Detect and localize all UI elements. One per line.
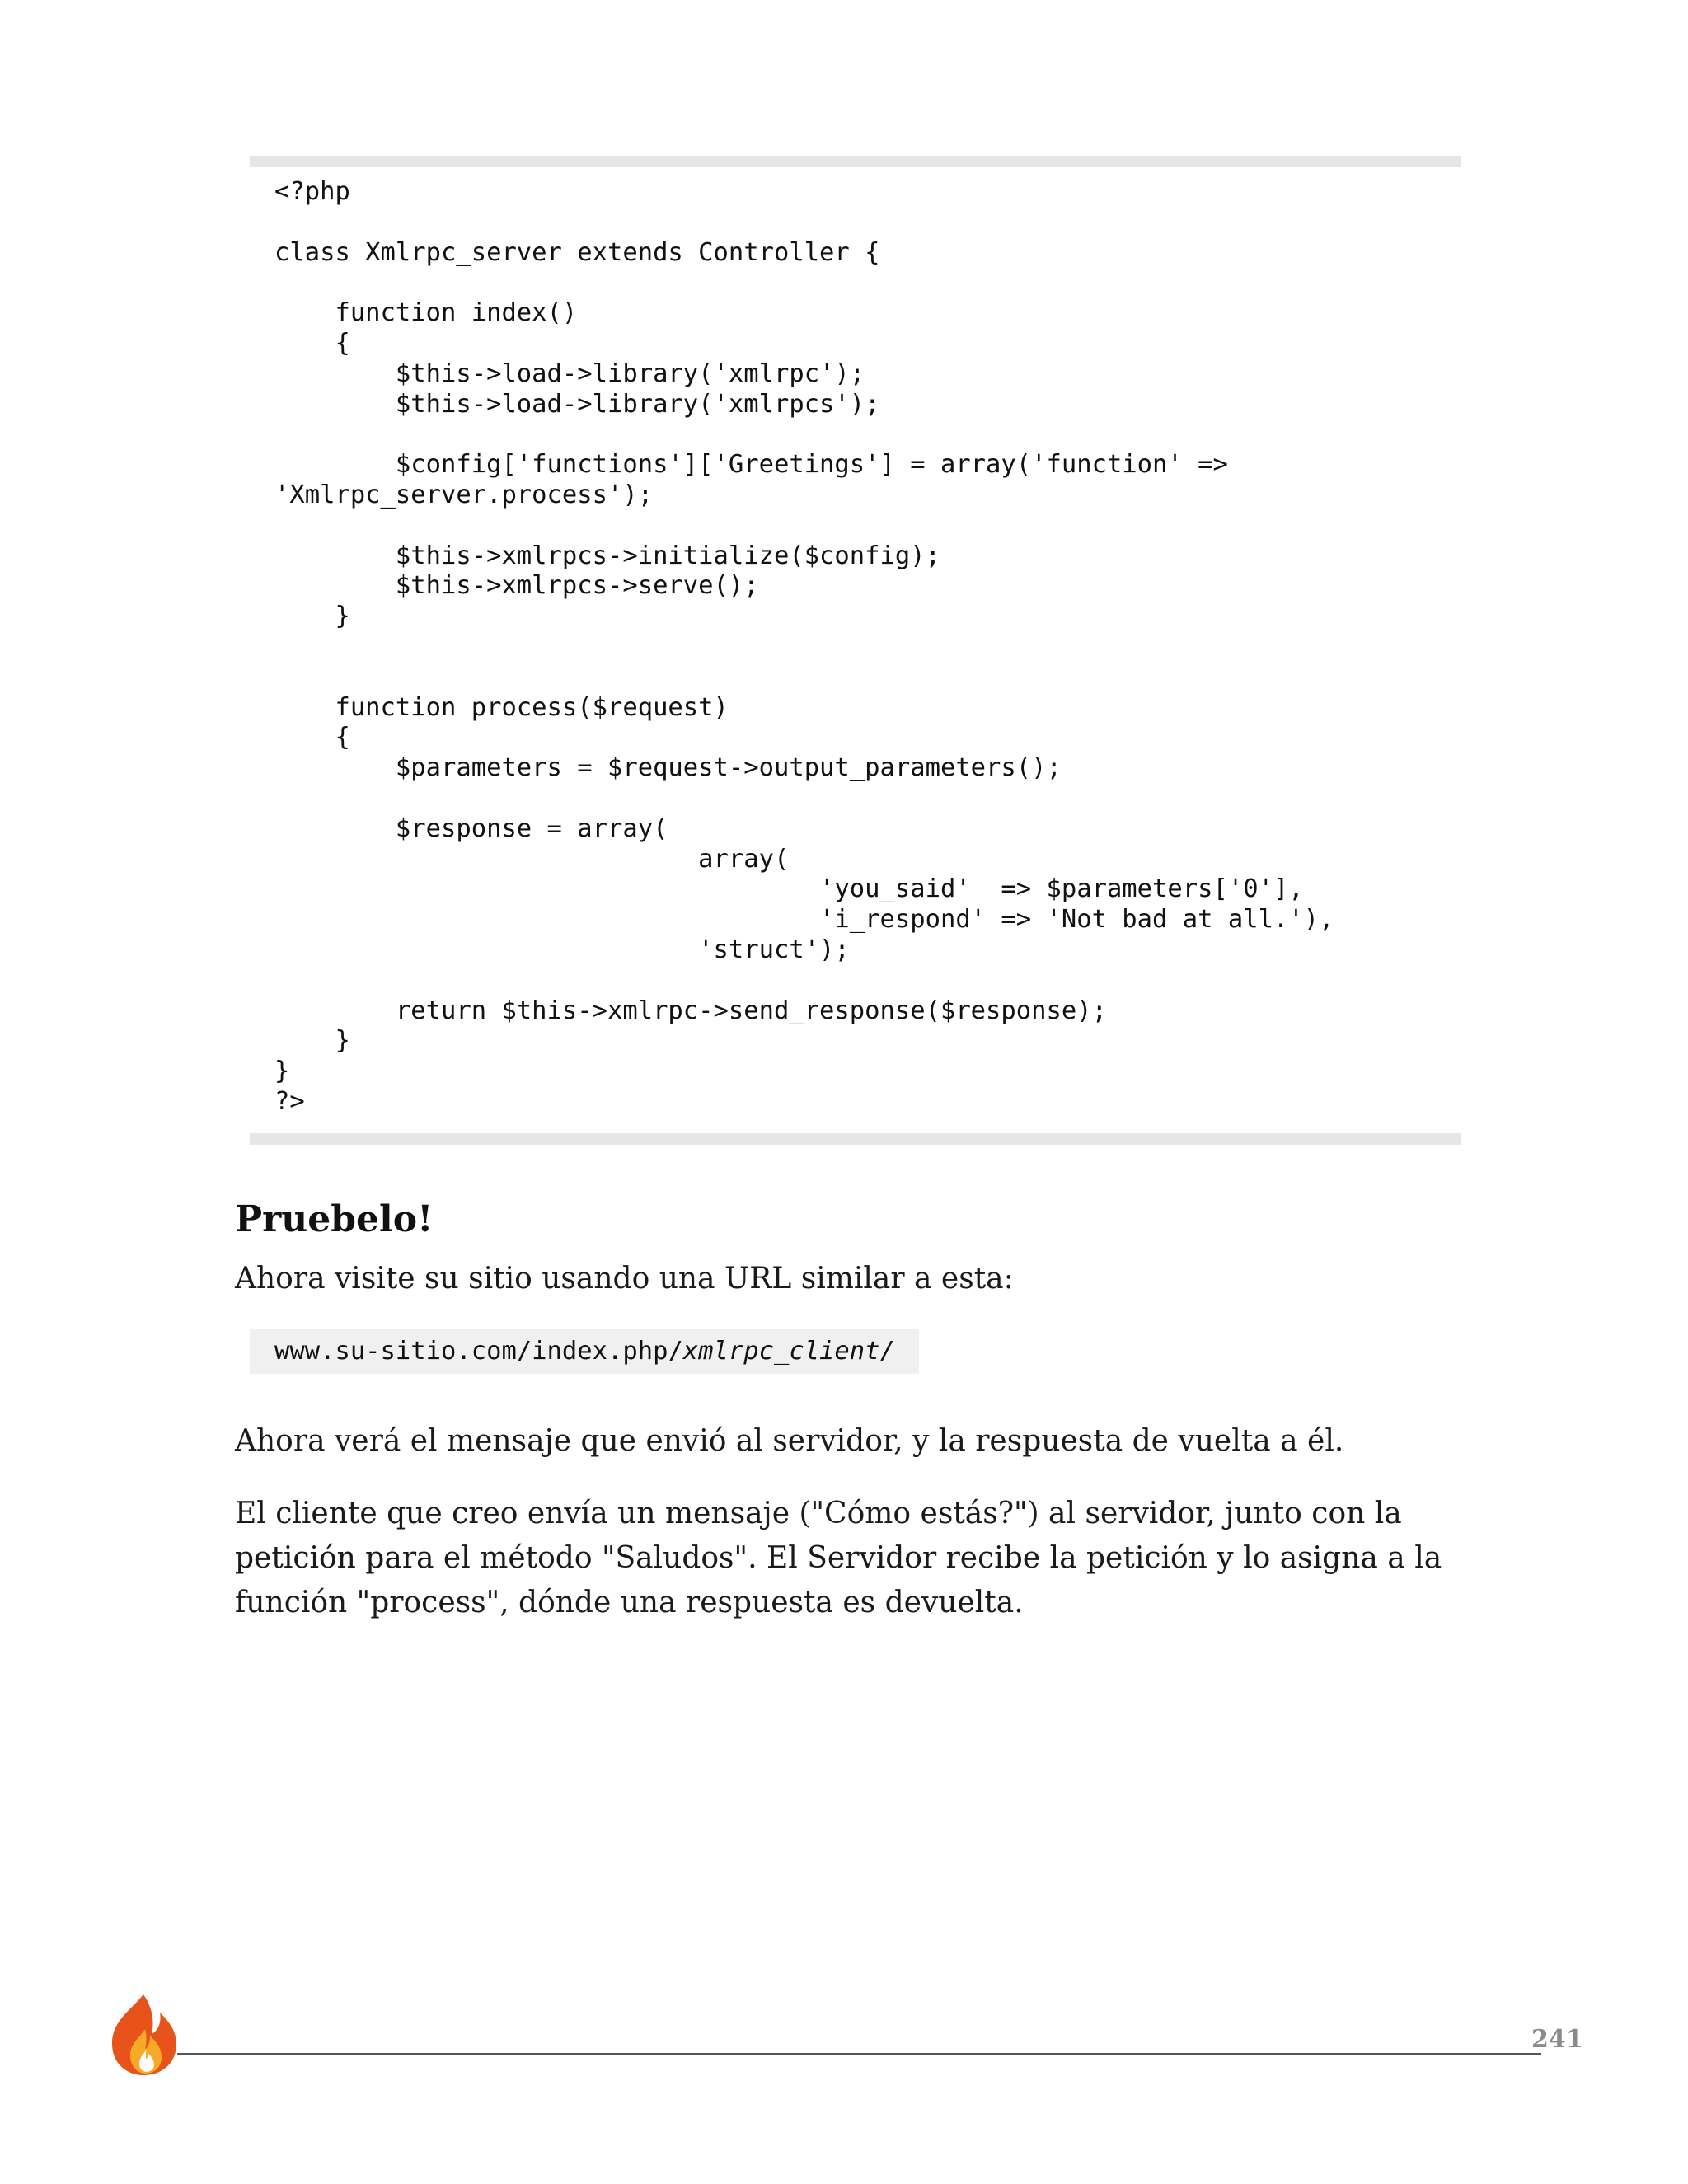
code-bottom-rule bbox=[250, 1133, 1461, 1145]
url-base-text: www.su-sitio.com/index.php/ bbox=[274, 1337, 683, 1366]
section-heading: Pruebelo! bbox=[235, 1198, 434, 1240]
code-top-rule bbox=[250, 156, 1461, 167]
flame-logo-icon bbox=[106, 1993, 181, 2077]
code-block bbox=[250, 156, 1461, 1145]
url-path-text: xmlrpc_client/ bbox=[682, 1337, 895, 1366]
intro-paragraph: Ahora visite su sitio usando una URL similar a esta: bbox=[235, 1262, 1014, 1296]
result-paragraph: Ahora verá el mensaje que envió al servidor, y la respuesta de vuelta a él. bbox=[235, 1424, 1344, 1458]
explanation-paragraph: El cliente que creo envía un mensaje ("Cómo estás?") al servidor, junto con la petición para el método "Saludos". El Servidor recibe la petición y lo asigna a la función "process", dónde una respuesta es devuelta. bbox=[235, 1497, 1442, 1619]
footer-rule bbox=[177, 2053, 1541, 2055]
page-number: 241 bbox=[1531, 2025, 1583, 2054]
url-example bbox=[250, 1329, 919, 1374]
php-code: <?php class Xmlrpc_server extends Controller { function index() { $this->load->library('xmlrpc'); $this->load->library('xmlrpcs'); $config['functions']['Greetings'] = array('function' => 'Xmlrpc_server.process'); $this->xmlrpcs->initialize($config); $this->xmlrpcs->serve(); } function process($request) { $parameters = $request->output_parameters(); $response = array( array( 'you_said' => $parameters['0'], 'i_respond' => 'Not bad at all.'), 'struct'); return $this->xmlrpc->send_response($response); } } ?> bbox=[274, 177, 1334, 1116]
